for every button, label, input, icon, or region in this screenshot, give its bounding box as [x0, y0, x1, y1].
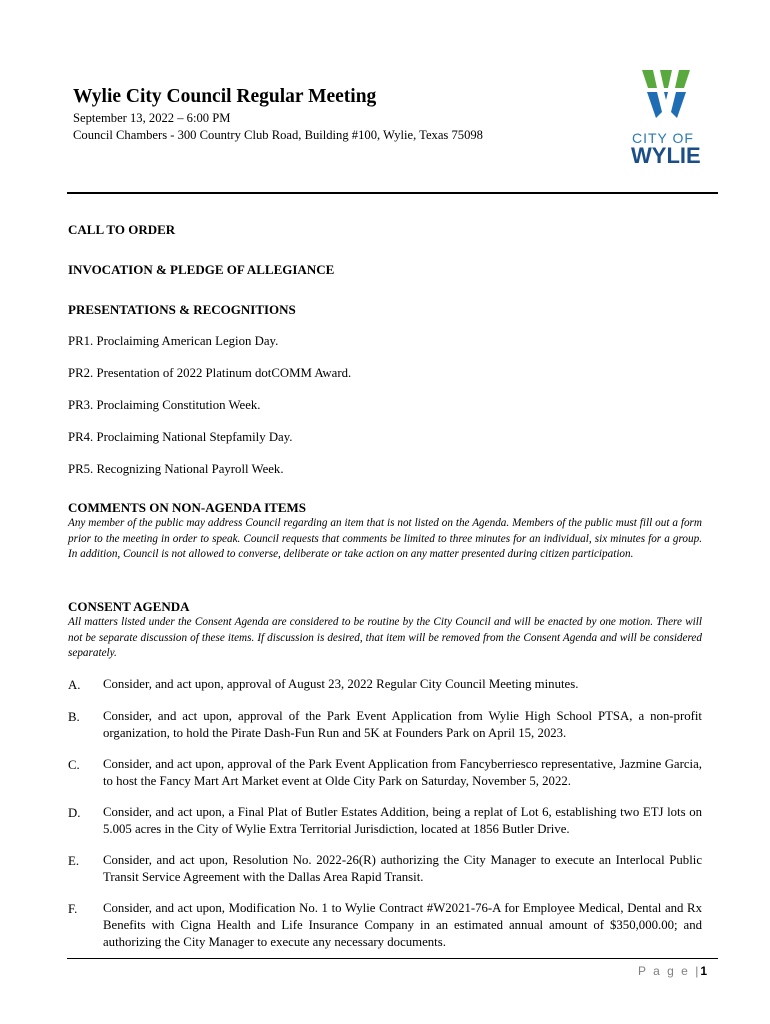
heading-invocation: INVOCATION & PLEDGE OF ALLEGIANCE — [68, 262, 335, 277]
heading-comments: COMMENTS ON NON-AGENDA ITEMS — [68, 500, 306, 515]
consent-item-text: Consider, and act upon, a Final Plat of Butler Estates Addition, being a replat of Lot 6, establishing two ETJ lots on 5.005 acres in the City of Wylie Extra Territorial Jurisdiction, located at 1856 Butler Drive. — [103, 805, 702, 836]
consent-item-text: Consider, and act upon, approval of the Park Event Application from Fancyberriesco representative, Jazmine Garcia, to host the Fancy Mart Art Market event at Olde City Park on Saturday, November 5, 2022. — [103, 757, 702, 788]
page-separator: | — [695, 964, 701, 978]
consent-item-letter: E. — [68, 854, 80, 868]
consent-item-letter: D. — [68, 806, 81, 820]
presentation-item: PR2. Presentation of 2022 Platinum dotCOMM Award. — [68, 366, 352, 380]
heading-consent-agenda: CONSENT AGENDA — [68, 599, 190, 614]
page-footer — [638, 964, 707, 978]
presentation-item: PR1. Proclaiming American Legion Day. — [68, 334, 279, 348]
consent-item-letter: A. — [68, 678, 81, 692]
logo-text-city-of: CITY OF — [632, 130, 694, 146]
footer-divider — [67, 958, 718, 959]
consent-item-letter: F. — [68, 902, 78, 916]
page-title: Wylie City Council Regular Meeting — [73, 86, 377, 107]
consent-item-text: Consider, and act upon, approval of August 23, 2022 Regular City Council Meeting minutes. — [103, 677, 579, 691]
consent-note: All matters listed under the Consent Agenda are considered to be routine by the City Council and will be enacted by one motion. There will not be separate discussion of these items. If discussion is desired, that item will be removed from the Consent Agenda and will be considered separately. — [68, 616, 702, 659]
presentation-item: PR4. Proclaiming National Stepfamily Day. — [68, 430, 293, 444]
consent-item-letter: B. — [68, 710, 80, 724]
heading-presentations: PRESENTATIONS & RECOGNITIONS — [68, 302, 296, 317]
presentation-item: PR3. Proclaiming Constitution Week. — [68, 398, 261, 412]
presentation-item: PR5. Recognizing National Payroll Week. — [68, 462, 284, 476]
consent-item-text: Consider, and act upon, approval of the Park Event Application from Wylie High School PTSA, a non-profit organization, to hold the Pirate Dash-Fun Run and 5K at Founders Park on April 15, 2023. — [103, 709, 702, 740]
consent-item-text: Consider, and act upon, Resolution No. 2022-26(R) authorizing the City Manager to execute an Interlocal Public Transit Service Agreement with the Dallas Area Rapid Transit. — [103, 853, 702, 884]
comments-note: Any member of the public may address Council regarding an item that is not listed on the Agenda. Members of the public must fill out a form prior to the meeting in order to speak. Council requests that comments be limited to three minutes for an individual, six minutes for a group. In addition, Council is not allowed to converse, deliberate or take action on any matter presented during citizen participation. — [68, 517, 702, 560]
header-divider — [67, 192, 718, 194]
consent-item-text: Consider, and act upon, Modification No. 1 to Wylie Contract #W2021-76-A for Employee Medical, Dental and Rx Benefits with Cigna Health and Life Insurance Company in an estimated annual amount of $350,000.00; and authorizing the City Manager to execute any necessary documents. — [103, 901, 702, 949]
logo-text-wylie: WYLIE — [631, 143, 701, 168]
meeting-location: Council Chambers - 300 Country Club Road, Building #100, Wylie, Texas 75098 — [73, 128, 483, 142]
heading-call-to-order: CALL TO ORDER — [68, 222, 176, 237]
meeting-date-time: September 13, 2022 – 6:00 PM — [73, 111, 231, 125]
page-label: P a g e — [638, 964, 696, 978]
page-number: 1 — [700, 964, 707, 978]
consent-item-letter: C. — [68, 758, 80, 772]
